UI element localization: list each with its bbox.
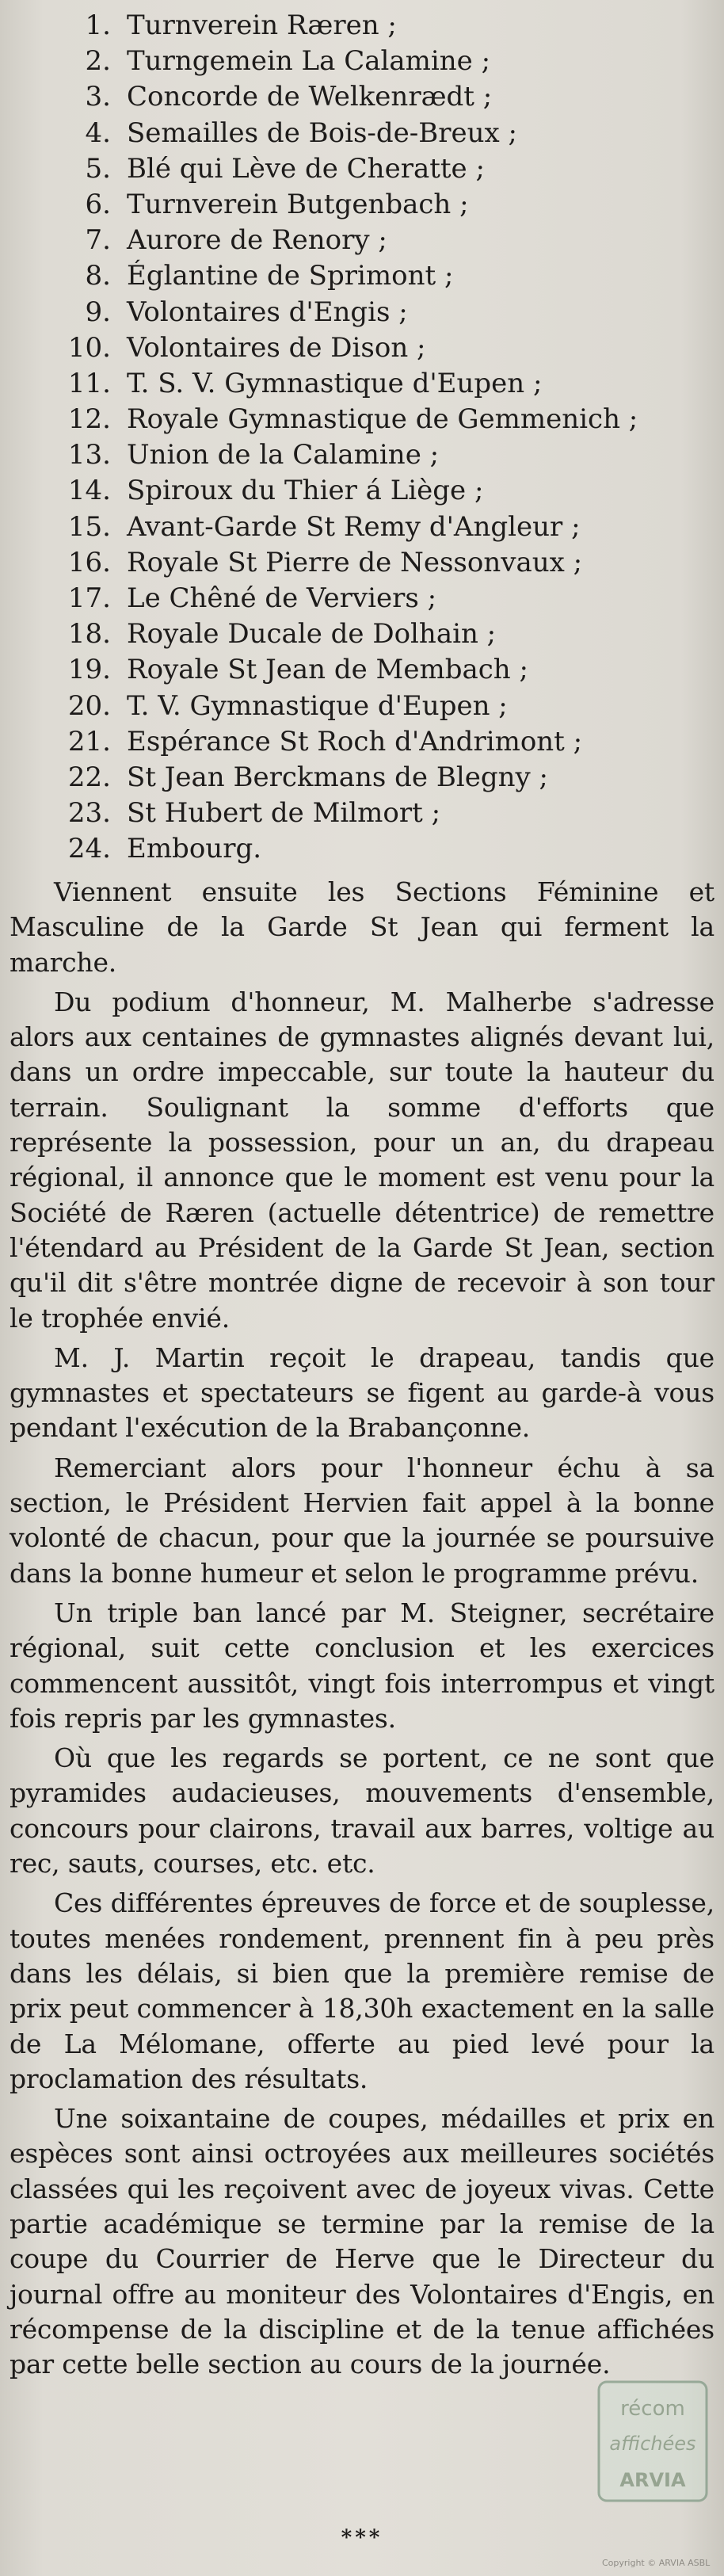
list-number: 23.	[67, 797, 111, 830]
club-name: Embourg.	[127, 833, 262, 865]
list-item	[0, 581, 724, 616]
list-item	[0, 187, 724, 223]
club-name: Royale Gymnastique de Gemmenich ;	[127, 403, 638, 436]
club-name: Blé qui Lève de Cheratte ;	[127, 152, 485, 185]
list-number: 17.	[67, 582, 111, 614]
list-item	[0, 689, 724, 724]
list-number: 22.	[67, 761, 111, 793]
list-item	[0, 223, 724, 258]
list-item	[0, 473, 724, 509]
list-item	[0, 652, 724, 688]
list-number: 5.	[85, 152, 111, 185]
stamp-line-1: récom	[620, 2397, 685, 2421]
stamp-line-2: affichées	[609, 2433, 696, 2455]
club-name: St Hubert de Milmort ;	[127, 797, 441, 830]
list-number: 15.	[67, 510, 111, 543]
club-name: Turngemein La Calamine ;	[127, 45, 491, 78]
list-item	[0, 796, 724, 831]
list-item	[0, 330, 724, 366]
club-name: T. V. Gymnastique d'Eupen ;	[127, 689, 508, 722]
list-number: 3.	[85, 81, 111, 113]
list-item	[0, 44, 724, 79]
list-number: 2.	[85, 45, 111, 78]
list-item	[0, 258, 724, 294]
list-number: 7.	[85, 224, 111, 257]
club-name: Avant-Garde St Remy d'Angleur ;	[127, 510, 581, 543]
list-item	[0, 437, 724, 473]
club-name: Turnverein Butgenbach ;	[127, 188, 469, 220]
club-name: Turnverein Ræren ;	[127, 10, 397, 41]
list-number: 14.	[67, 475, 111, 507]
list-number: 6.	[85, 188, 111, 220]
club-list	[0, 8, 724, 868]
list-item	[0, 402, 724, 437]
list-item	[0, 724, 724, 760]
list-item	[0, 545, 724, 581]
list-number: 4.	[85, 116, 111, 149]
list-number: 9.	[85, 296, 111, 328]
club-name: T. S. V. Gymnastique d'Eupen ;	[127, 367, 543, 399]
list-number: 10.	[67, 331, 111, 364]
list-item	[0, 760, 724, 796]
list-number: 13.	[67, 439, 111, 471]
list-number: 8.	[85, 260, 111, 292]
list-number: 12.	[67, 403, 111, 436]
club-name: Semailles de Bois-de-Breux ;	[127, 116, 517, 149]
list-number: 16.	[67, 546, 111, 578]
club-name: Volontaires d'Engis ;	[127, 296, 408, 328]
club-name: St Jean Berckmans de Blegny ;	[127, 761, 548, 793]
archive-stamp	[593, 2377, 711, 2512]
list-item	[0, 151, 724, 187]
club-name: Volontaires de Dison ;	[127, 331, 426, 364]
list-item	[0, 509, 724, 545]
paragraph: Une soixantaine de coupes, médailles et prix en espèces sont ainsi octroyées aux meilleures sociétés classées qui les reçoivent avec de joyeux vivas. Cette partie académique se termine par la remise de la coupe du Courrier de Herve que le Directeur du journal offre au moniteur des Volontaires d'Engis, en récompense de la discipline et de la tenue affichées par cette belle section au cours de la journée.	[10, 2103, 714, 2380]
list-number: 11.	[67, 367, 111, 399]
club-name: Espérance St Roch d'Andrimont ;	[127, 725, 583, 758]
copyright-notice: Copyright © ARVIA ASBL	[602, 2558, 711, 2568]
club-name: Royale Ducale de Dolhain ;	[127, 618, 497, 651]
list-item	[0, 831, 724, 867]
list-item	[0, 116, 724, 151]
list-number: 19.	[67, 654, 111, 686]
list-number: 18.	[67, 618, 111, 651]
paragraph: Un triple ban lancé par M. Steigner, secrétaire régional, suit cette conclusion et les exercices commencent aussitôt, vingt fois interrompus et vingt fois repris par les gymnastes.	[10, 1597, 714, 1734]
club-name: Union de la Calamine ;	[127, 439, 440, 471]
list-number: 1.	[85, 10, 111, 41]
list-item	[0, 79, 724, 115]
list-number: 24.	[67, 833, 111, 865]
list-item	[0, 8, 724, 44]
club-name: Aurore de Renory ;	[127, 224, 387, 257]
paragraph: Où que les regards se portent, ce ne sont que pyramides audacieuses, mouvements d'ensemble, concours pour clairons, travail aux barres, voltige au rec, sauts, courses, etc. etc.	[10, 1742, 714, 1880]
club-name: Spiroux du Thier á Liège ;	[127, 475, 484, 507]
list-item	[0, 295, 724, 330]
list-number: 20.	[67, 689, 111, 722]
section-separator: ***	[341, 2526, 383, 2550]
paragraph: Viennent ensuite les Sections Féminine et Masculine de la Garde St Jean qui ferment la marche.	[10, 876, 714, 978]
paragraph: Du podium d'honneur, M. Malherbe s'adresse alors aux centaines de gymnastes alignés devant lui, dans un ordre impeccable, sur toute la hauteur du terrain. Soulignant la somme d'efforts que représente la possession, pour un an, du drapeau régional, il annonce que le moment est venu pour la Société de Ræren (actuelle détentrice) de remettre l'étendard au Président de la Garde St Jean, section qu'il dit s'être montrée digne de recevoir à son tour le trophée envié.	[10, 986, 714, 1334]
paragraph: M. J. Martin reçoit le drapeau, tandis que gymnastes et spectateurs se figent au garde-à vous pendant l'exécution de la Brabançonne.	[10, 1341, 714, 1444]
club-name: Églantine de Sprimont ;	[127, 260, 454, 292]
list-item	[0, 616, 724, 652]
list-item	[0, 366, 724, 402]
club-name: Le Chêné de Verviers ;	[127, 582, 437, 614]
club-name: Concorde de Welkenrædt ;	[127, 81, 493, 113]
club-name: Royale St Pierre de Nessonvaux ;	[127, 546, 583, 578]
paragraph: Remerciant alors pour l'honneur échu à sa section, le Président Hervien fait appel à la bonne volonté de chacun, pour que la journée se poursuive dans la bonne humeur et selon le programme prévu.	[10, 1452, 714, 1589]
article-body	[10, 875, 714, 2387]
stamp-line-3: ARVIA	[619, 2469, 686, 2491]
club-name: Royale St Jean de Membach ;	[127, 654, 528, 686]
list-number: 21.	[67, 725, 111, 758]
paragraph: Ces différentes épreuves de force et de souplesse, toutes menées rondement, prennent fin à peu près dans les délais, si bien que la première remise de prix peut commencer à 18,30h exactement en la salle de La Mélomane, offerte au pied levé pour la proclamation des résultats.	[10, 1887, 714, 2094]
